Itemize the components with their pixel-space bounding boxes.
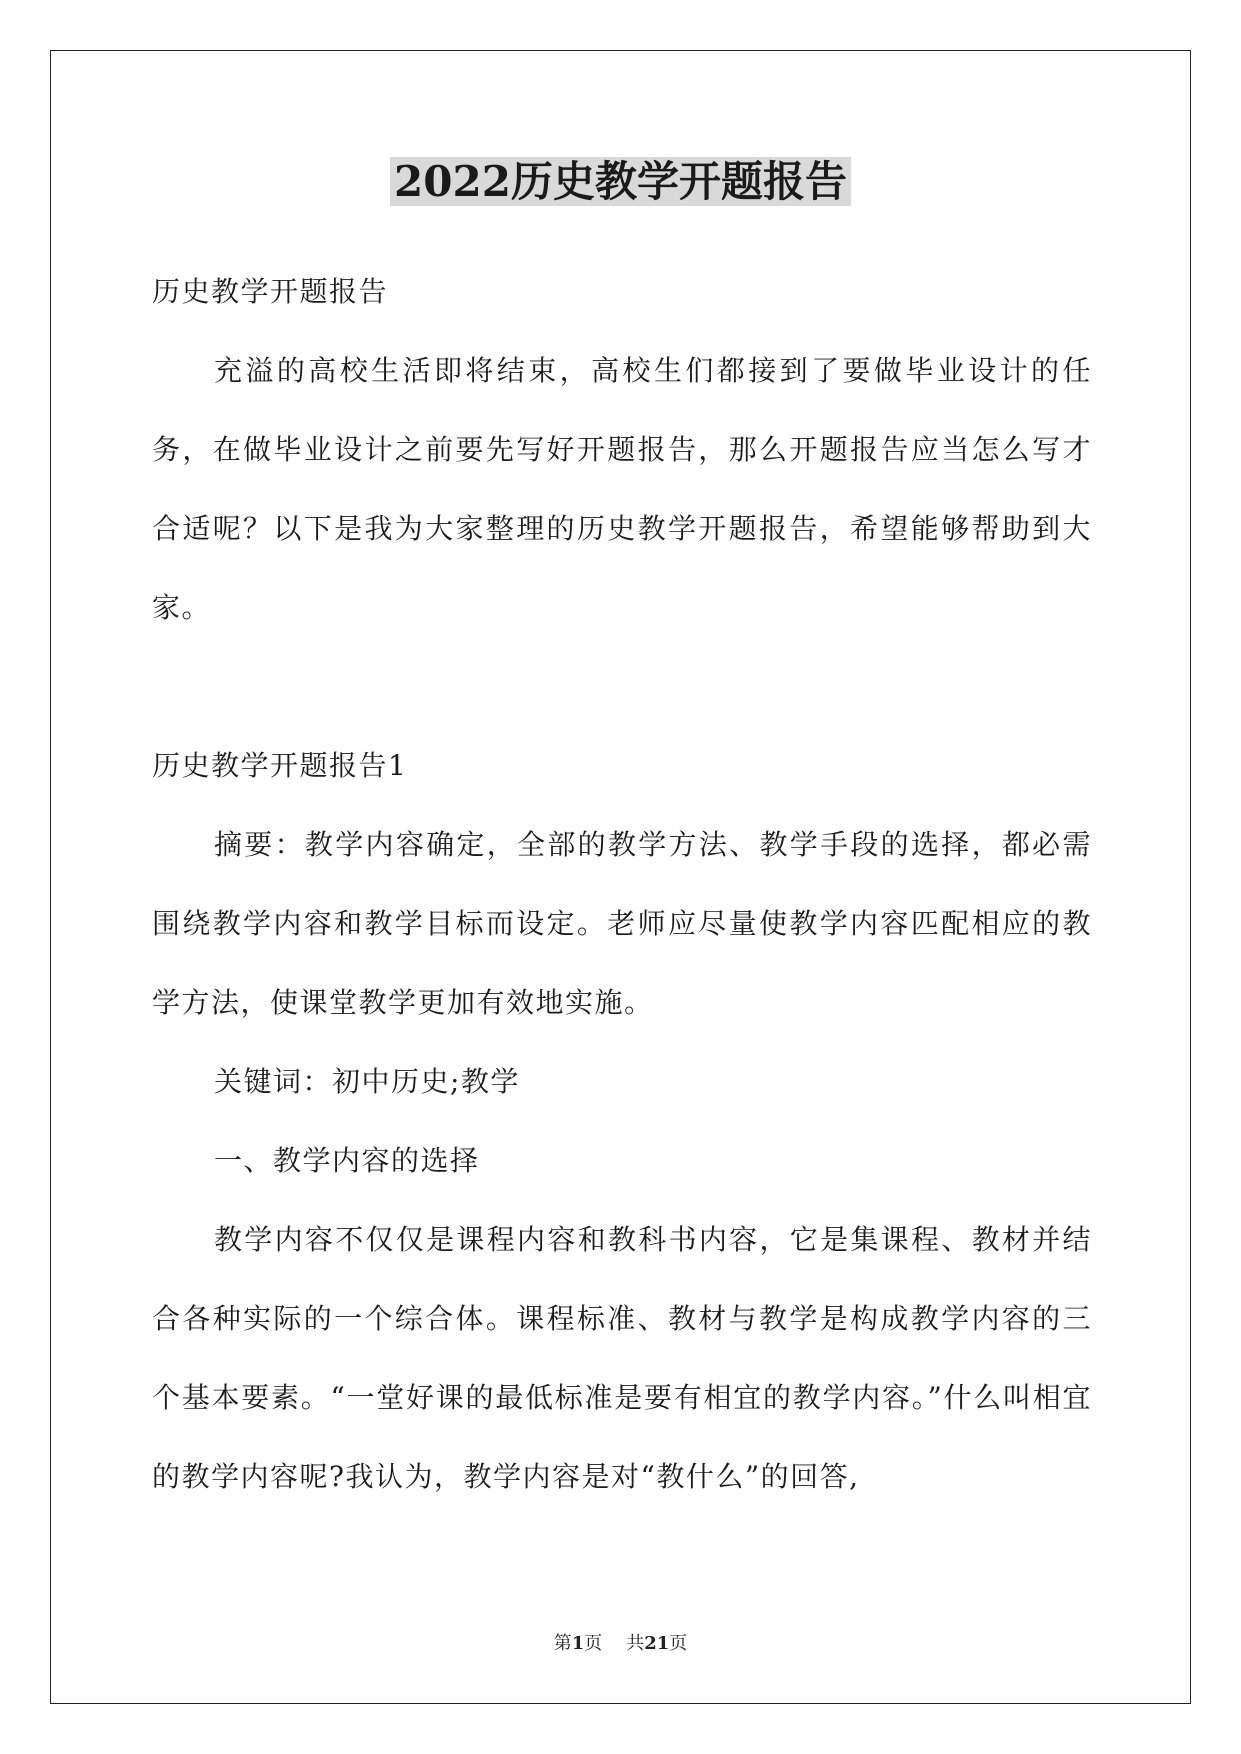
- page-current: 1: [571, 1633, 585, 1654]
- page-footer: [0, 1632, 1241, 1656]
- page-unit: 页: [584, 1633, 603, 1654]
- intro-paragraph: 充溢的高校生活即将结束，高校生们都接到了要做毕业设计的任务，在做毕业设计之前要先写好开题报告，那么开题报告应当怎么写才合适呢？以下是我为大家整理的历史教学开题报告，希望能够帮助到大家。: [152, 354, 1092, 624]
- section-heading: 历史教学开题报告: [152, 275, 389, 308]
- page-total: 21: [644, 1633, 670, 1654]
- paragraph-gap: [152, 647, 1092, 726]
- subsection-heading: 一、教学内容的选择: [214, 1144, 480, 1177]
- total-prefix: 共: [626, 1633, 645, 1654]
- section-heading-1: 历史教学开题报告1: [152, 749, 408, 782]
- document-title-text: 2022历史教学开题报告: [390, 157, 851, 206]
- total-unit: 页: [669, 1633, 688, 1654]
- keywords-paragraph: 关键词：初中历史;教学: [214, 1065, 520, 1098]
- content-paragraph: 教学内容不仅仅是课程内容和教科书内容，它是集课程、教材并结合各种实际的一个综合体。课程标准、教材与教学是构成教学内容的三个基本要素。“一堂好课的最低标准是要有相宜的教学内容。”什么叫相宜的教学内容呢?我认为，教学内容是对“教什么”的回答,: [152, 1223, 1092, 1493]
- document-title: [0, 150, 1241, 214]
- abstract-paragraph: 摘要：教学内容确定，全部的教学方法、教学手段的选择，都必需围绕教学内容和教学目标而设定。老师应尽量使教学内容匹配相应的教学方法，使课堂教学更加有效地实施。: [152, 828, 1092, 1019]
- page-prefix: 第: [553, 1633, 572, 1654]
- document-body: [152, 252, 1092, 1516]
